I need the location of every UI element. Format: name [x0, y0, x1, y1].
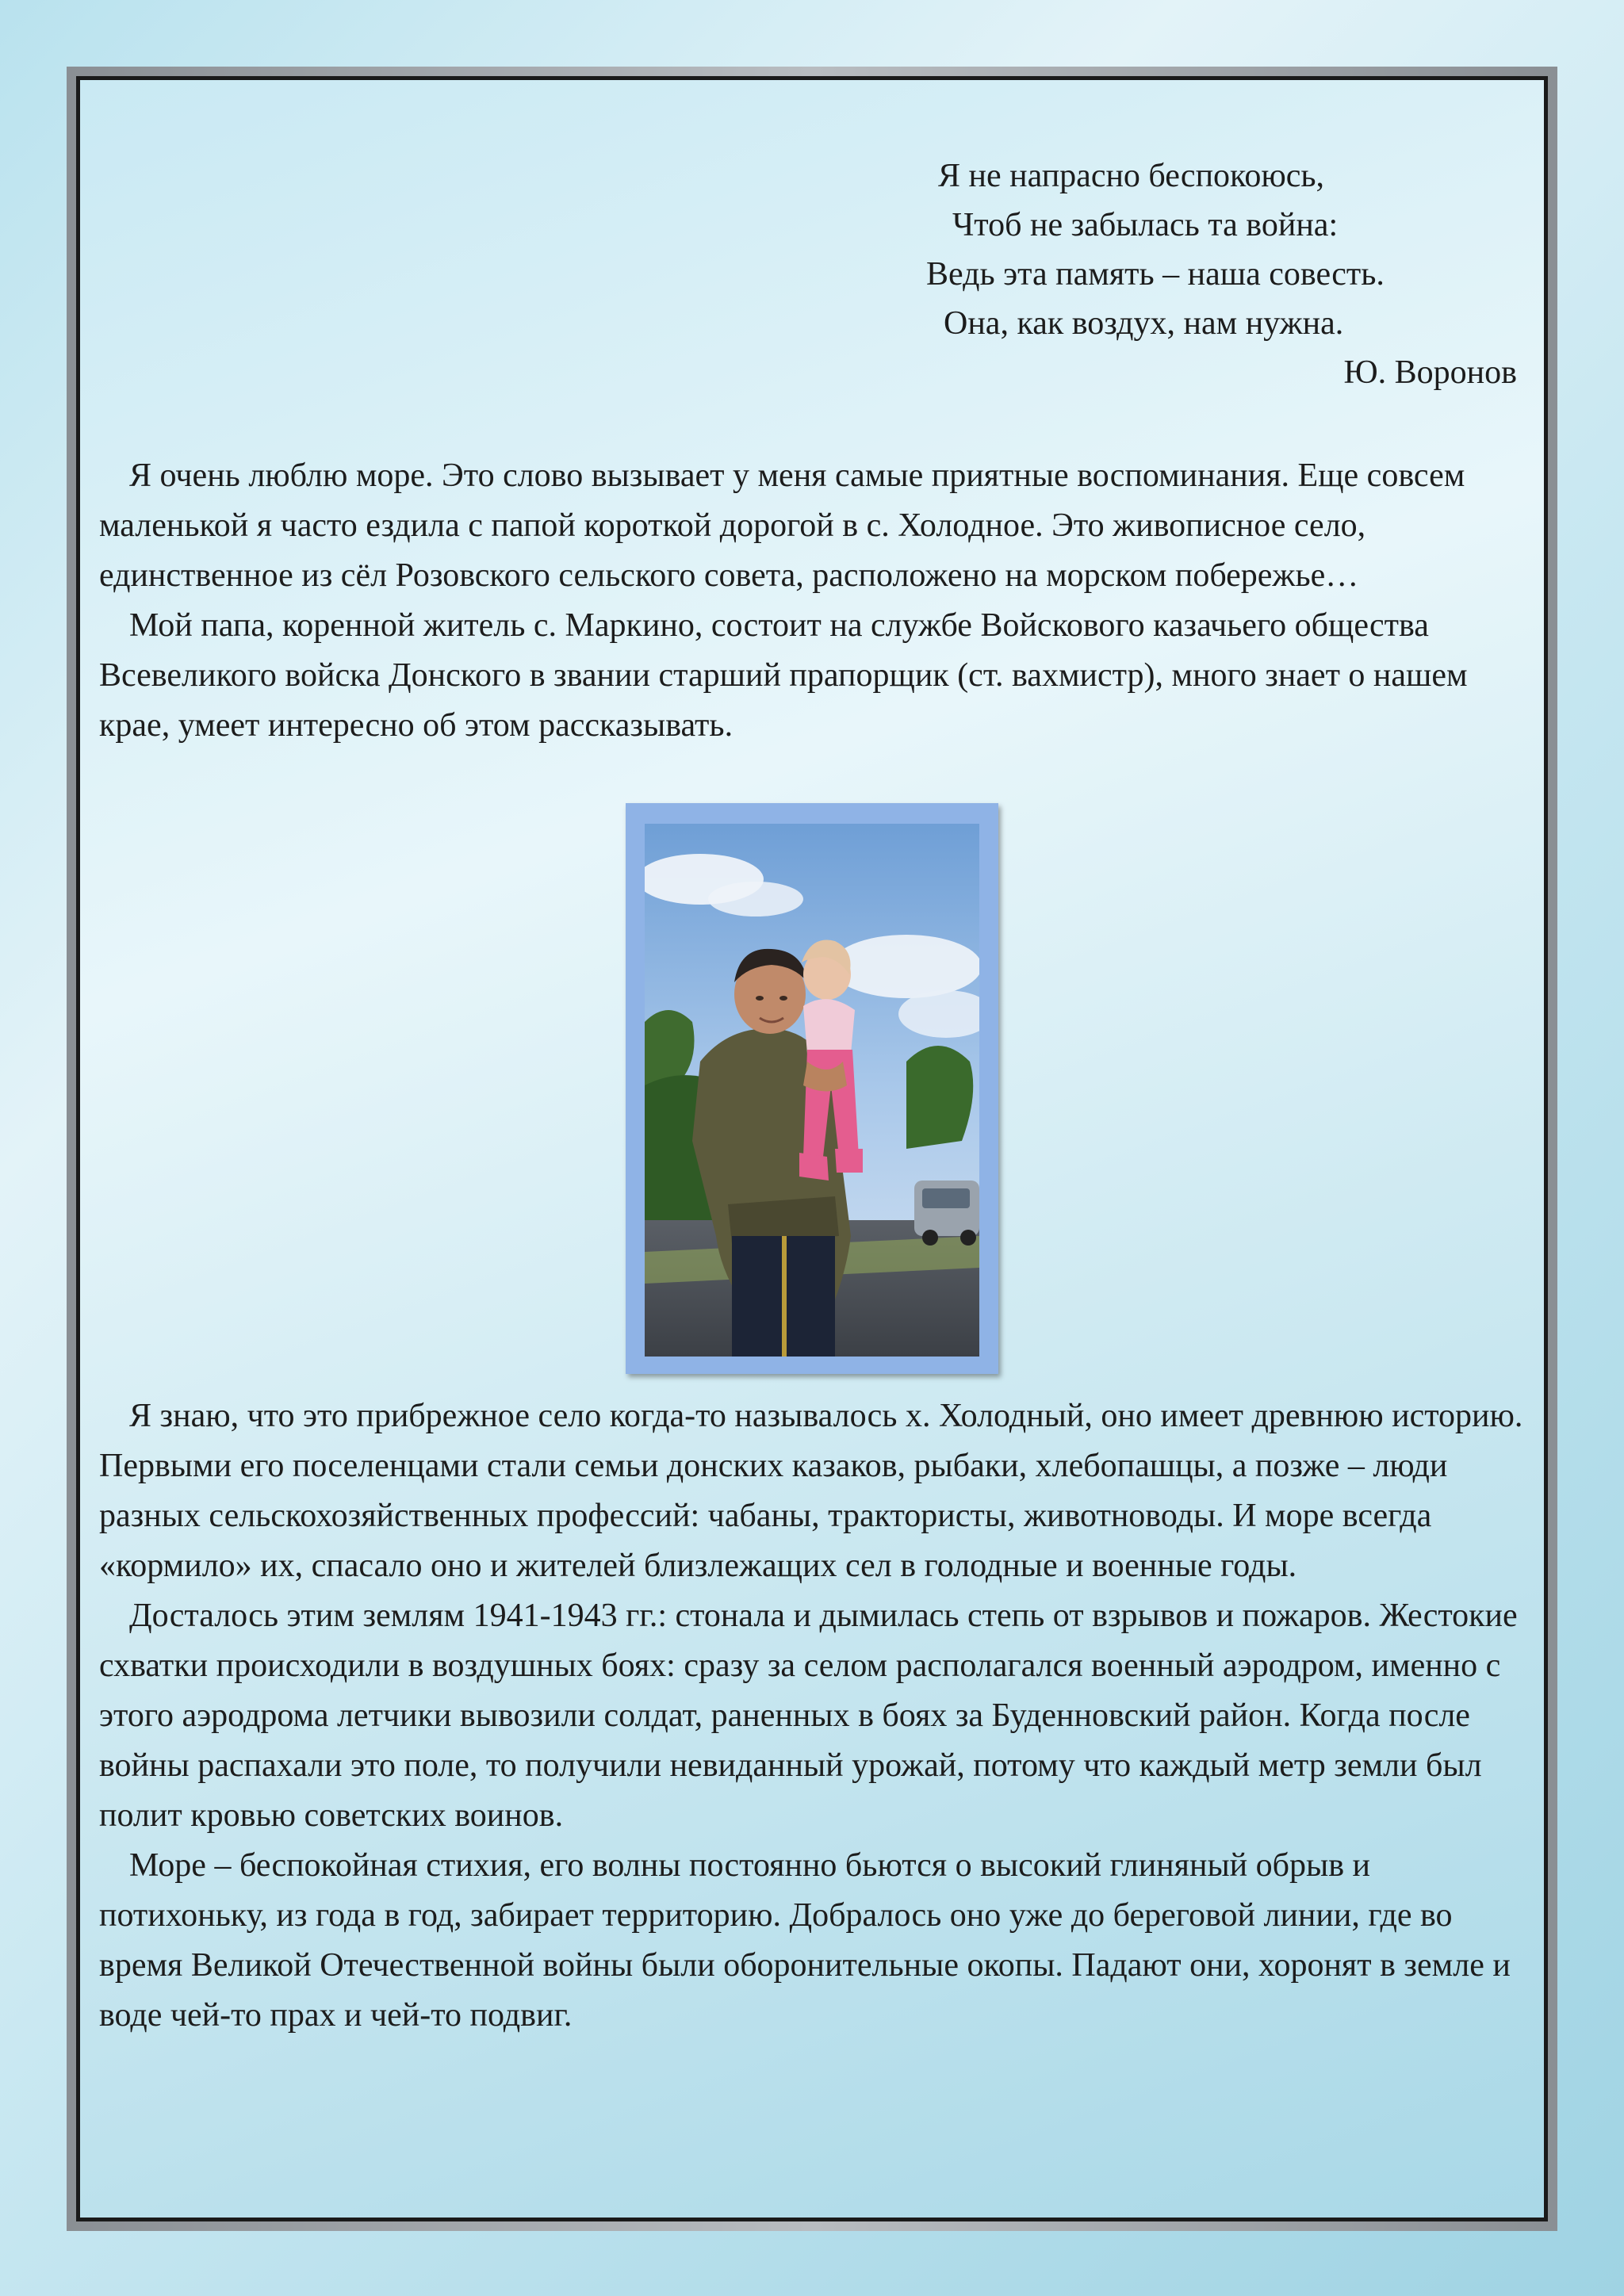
poem-line: Чтоб не забылась та война: [952, 207, 1339, 243]
epigraph-poem [914, 151, 1517, 397]
paragraph: Море – беспокойная стихия, его волны постоянно бьются о высокий глиняный обрыв и потихоньку, из года в год, забирает территорию. Добралось оно уже до береговой линии, где во время Великой Отечественной войны были оборонительные окопы. Падают они, хоронят в земле и воде чей-то прах и чей-то подвиг. [99, 1847, 1511, 2034]
family-photo [645, 824, 979, 1357]
poem-line: Я не напрасно беспокоюсь, [938, 158, 1324, 194]
photo-frame [626, 803, 998, 1374]
intro-text [99, 451, 1536, 751]
history-text [99, 1391, 1536, 2041]
content-frame [76, 76, 1548, 2221]
poem-author: Ю. Воронов [1343, 354, 1517, 391]
paragraph: Я очень люблю море. Это слово вызывает у меня самые приятные воспоминания. Еще совсем маленькой я часто ездила с папой короткой дорогой в с. Холодное. Это живописное село, единственное из сёл Розовского сельского совета, расположено на морском побережье… [99, 457, 1465, 594]
paragraph: Досталось этим землям 1941-1943 гг.: стонала и дымилась степь от взрывов и пожаров. Жестокие схватки происходили в воздушных боях: сразу за селом располагался военный аэродром, именно с этого аэродрома летчики вывозили солдат, раненных в боях за Буденновский район. Когда после войны распахали это поле, то получили невиданный урожай, потому что каждый метр земли был полит кровью советских воинов. [99, 1598, 1518, 1834]
poem-line: Ведь эта память – наша совесть. [926, 256, 1385, 293]
paragraph: Мой папа, коренной житель с. Маркино, состоит на службе Войскового казачьего общества Всевеликого войска Донского в звании старший прапорщик (ст. вахмистр), много знает о нашем крае, умеет интересно об этом рассказывать. [99, 607, 1468, 744]
page-frame [67, 67, 1557, 2231]
poem-line: Она, как воздух, нам нужна. [944, 305, 1344, 342]
paragraph: Я знаю, что это прибрежное село когда-то называлось х. Холодный, оно имеет древнюю историю. Первыми его поселенцами стали семьи донских казаков, рыбаки, хлебопашцы, а позже – люди разных сельскохозяйственных профессий: чабаны, трактористы, животноводы. И море всегда «кормило» их, спасало оно и жителей близлежащих сел в голодные и военные годы. [99, 1398, 1523, 1584]
